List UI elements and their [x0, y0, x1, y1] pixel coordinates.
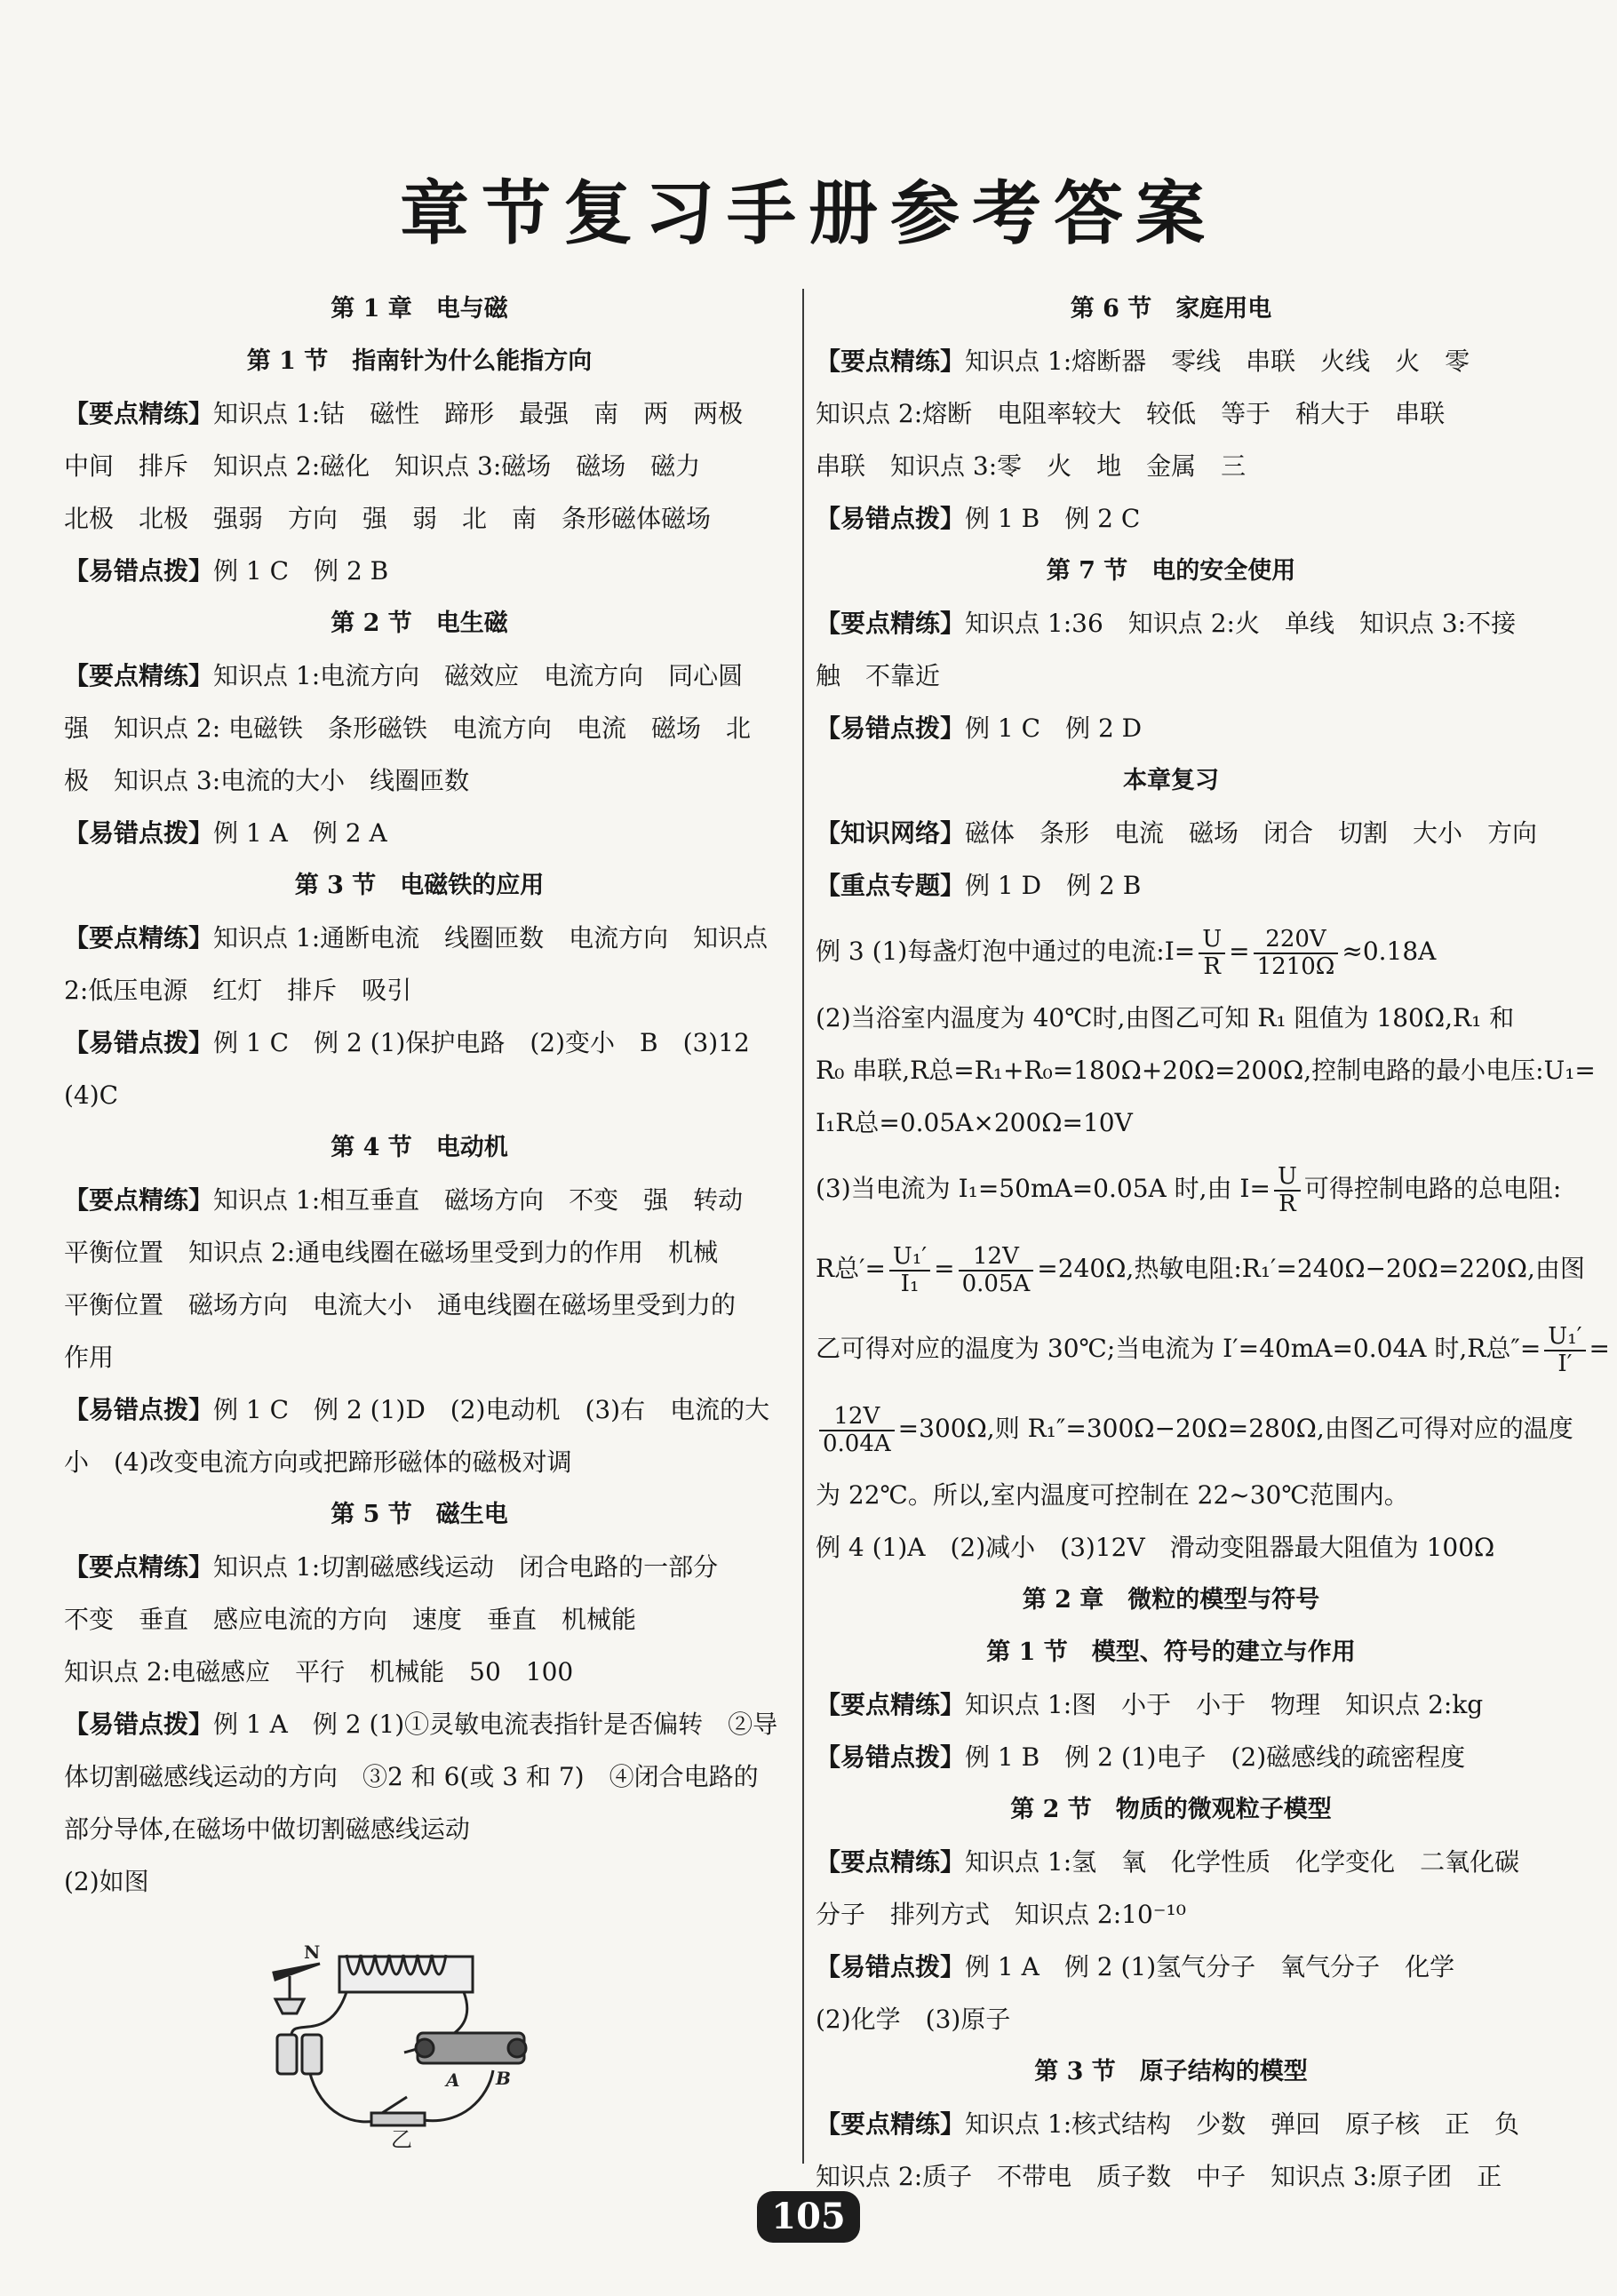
left-column	[64, 283, 778, 1908]
answer-line: 部分导体,在磁场中做切割磁感线运动	[64, 1814, 470, 1844]
answer-text: 例 1 C 例 2 (1)保护电路 (2)变小 B (3)12	[213, 1028, 750, 1057]
answer-tag: 【易错点拨】	[816, 714, 966, 743]
section-heading: 第 6 节 家庭用电	[1070, 295, 1272, 323]
galvanometer-left	[277, 2035, 297, 2074]
answer-line	[64, 1383, 775, 1436]
circuit-figure	[258, 1937, 551, 2150]
answer-line: (2)如图	[64, 1867, 149, 1896]
answer-tag: 【要点精练】	[64, 1552, 214, 1582]
answer-tag: 【易错点拨】	[64, 818, 214, 848]
ex3-line: 例 3 (1)每盏灯泡中通过的电流:I= $\frac{U}{R}$ = $\frac{220V}{1210\Omega}$ ≈0.18A	[816, 925, 1437, 980]
figure-caption: 乙	[391, 2127, 412, 2152]
answer-line	[64, 1016, 775, 1069]
answer-text: 例 1 B 例 2 C	[965, 504, 1141, 533]
answer-tag: 【知识网络】	[816, 818, 966, 848]
answer-line: 知识点 2:电磁感应 平行 机械能 50 100	[64, 1657, 574, 1686]
answer-line: 中间 排斥 知识点 2:磁化 知识点 3:磁场 磁场 磁力	[64, 451, 701, 481]
answer-line	[816, 597, 1526, 650]
answer-tag: 【易错点拨】	[816, 504, 966, 533]
label-a: A	[446, 2069, 460, 2091]
section-heading: 第 5 节 磁生电	[331, 1501, 508, 1528]
answer-line: (2)当浴室内温度为 40℃时,由图乙可知 R₁ 阻值为 180Ω,R₁ 和	[816, 1003, 1515, 1032]
answer-line: (4)C	[64, 1080, 119, 1110]
switch	[371, 2113, 425, 2125]
answer-line: (2)化学 (3)原子	[816, 2005, 1011, 2034]
answer-line	[816, 1731, 1526, 1783]
answer-line	[64, 912, 775, 964]
answer-line	[64, 545, 775, 597]
answer-line: R₀ 串联,R总=R₁+R₀=180Ω+20Ω=200Ω,控制电路的最小电压:U₁=	[816, 1056, 1596, 1085]
section-heading: 第 4 节 电动机	[331, 1134, 508, 1161]
answer-line	[64, 1174, 775, 1226]
answer-line: 极 知识点 3:电流的大小 线圈匝数	[64, 766, 470, 795]
answer-tag: 【易错点拨】	[64, 1710, 214, 1739]
ex3b-line: (3)当电流为 I₁=50mA=0.05A 时,由 I= $\frac{U}{R}$ 可得控制电路的总电阻:	[816, 1162, 1562, 1217]
section-heading: 第 2 章 微粒的模型与符号	[1022, 1586, 1320, 1614]
answer-tag: 【要点精练】	[64, 1185, 214, 1215]
answer-line: 知识点 2:熔断 电阻率较大 较低 等于 稍大于 串联	[816, 399, 1446, 428]
answer-text: 知识点 1:切割磁感线运动 闭合电路的一部分	[213, 1552, 719, 1582]
answer-text: 知识点 1:电流方向 磁效应 电流方向 同心圆	[213, 661, 744, 690]
answer-text: 例 1 A 例 2 A	[213, 818, 387, 848]
answer-line	[64, 387, 775, 440]
answer-tag: 【易错点拨】	[64, 1028, 214, 1057]
answer-tag: 【要点精练】	[64, 923, 214, 953]
answer-line: 为 22℃。所以,室内温度可控制在 22~30℃范围内。	[816, 1480, 1409, 1510]
answer-text: 知识点 1:氢 氧 化学性质 化学变化 二氧化碳	[965, 1847, 1520, 1877]
answer-line: 触 不靠近	[816, 661, 941, 690]
answer-line: 分子 排列方式 知识点 2:10⁻¹⁰	[816, 1900, 1187, 1929]
answer-tag: 【要点精练】	[816, 347, 966, 376]
answer-line: I₁R总=0.05A×200Ω=10V	[816, 1108, 1133, 1137]
answer-text: 知识点 1:熔断器 零线 串联 火线 火 零	[965, 347, 1470, 376]
answer-line	[816, 335, 1526, 387]
column-divider	[802, 289, 804, 2164]
answer-line: 平衡位置 知识点 2:通电线圈在磁场里受到力的作用 机械	[64, 1238, 719, 1267]
answer-text: 例 1 C 例 2 (1)D (2)电动机 (3)右 电流的大	[213, 1395, 770, 1424]
answer-line	[816, 1941, 1526, 1993]
answer-line: 平衡位置 磁场方向 电流大小 通电线圈在磁场里受到力的	[64, 1290, 737, 1319]
answer-line	[816, 807, 1538, 859]
compass-needle	[274, 1964, 320, 1980]
section-heading: 第 1 节 模型、符号的建立与作用	[986, 1638, 1356, 1666]
answer-tag: 【易错点拨】	[816, 1952, 966, 1981]
ex3e-line: $\frac{12V}{0.04A}$ =300Ω,则 R₁″=300Ω−20Ω=280Ω,由图乙可得对应的温度	[816, 1389, 1526, 1469]
answer-line	[816, 1836, 1526, 1888]
answer-line	[816, 1678, 1526, 1731]
answer-line	[64, 1698, 778, 1750]
answer-tag: 【要点精练】	[64, 661, 214, 690]
section-heading: 第 1 节 指南针为什么能指方向	[246, 347, 593, 375]
section-heading: 本章复习	[1123, 767, 1219, 794]
answer-text: 知识点 1:通断电流 线圈匝数 电流方向 知识点	[213, 923, 769, 953]
page-number: 105	[757, 2191, 860, 2243]
answer-line: 体切割磁感线运动的方向 ③2 和 6(或 3 和 7) ④闭合电路的	[64, 1762, 759, 1791]
answer-text: 例 1 A 例 2 (1)①灵敏电流表指针是否偏转 ②导	[213, 1710, 778, 1739]
answer-line: 知识点 2:质子 不带电 质子数 中子 知识点 3:原子团 正	[816, 2162, 1502, 2191]
section-heading: 第 1 章 电与磁	[331, 295, 508, 323]
answer-tag: 【易错点拨】	[64, 1395, 214, 1424]
answer-text: 例 1 C 例 2 B	[213, 556, 389, 586]
answer-line: 例 4 (1)A (2)减小 (3)12V 滑动变阻器最大阻值为 100Ω	[816, 1533, 1495, 1562]
answer-line	[64, 807, 775, 859]
answer-tag: 【重点专题】	[816, 871, 966, 900]
section-heading: 第 7 节 电的安全使用	[1046, 557, 1296, 585]
answer-tag: 【要点精练】	[816, 1847, 966, 1877]
answer-line: 强 知识点 2: 电磁铁 条形磁铁 电流方向 电流 磁场 北	[64, 714, 752, 743]
answer-line	[816, 859, 1526, 912]
answer-line	[816, 2098, 1526, 2150]
answer-text: 知识点 1:核式结构 少数 弹回 原子核 正 负	[965, 2109, 1520, 2139]
answer-line	[64, 1541, 775, 1593]
section-heading: 第 3 节 原子结构的模型	[1034, 2058, 1308, 2085]
answer-line	[816, 492, 1526, 545]
section-heading: 第 2 节 物质的微观粒子模型	[1010, 1796, 1332, 1823]
answer-text: 知识点 1:36 知识点 2:火 单线 知识点 3:不接	[965, 609, 1517, 638]
galvanometer-right	[302, 2035, 322, 2074]
answer-line: 2:低压电源 红灯 排斥 吸引	[64, 976, 412, 1005]
answer-tag: 【要点精练】	[816, 1690, 966, 1719]
answer-line: 作用	[64, 1343, 115, 1372]
answer-text: 例 1 C 例 2 D	[965, 714, 1143, 743]
answer-text: 例 1 D 例 2 B	[965, 871, 1142, 900]
answer-tag: 【要点精练】	[816, 609, 966, 638]
label-b: B	[496, 2068, 511, 2089]
answer-text: 知识点 1:图 小于 小于 物理 知识点 2:kg	[965, 1690, 1484, 1719]
ex3d-line: 乙可得对应的温度为 30℃;当电流为 I′=40mA=0.04A 时,R总″= $\frac{\text{U₁′}}{I'}$ =	[816, 1322, 1611, 1377]
answer-text: 知识点 1:钴 磁性 蹄形 最强 南 两 两极	[213, 399, 744, 428]
answer-text: 例 1 B 例 2 (1)电子 (2)磁感线的疏密程度	[965, 1742, 1466, 1772]
section-heading: 第 2 节 电生磁	[331, 610, 508, 637]
page-title: 章节复习手册参考答案	[399, 173, 1217, 254]
answer-line: 串联 知识点 3:零 火 地 金属 三	[816, 451, 1247, 481]
ex3c-line: R总′= $\frac{\text{U₁′}}{\text{I₁}}$ = $\frac{12V}{0.05A}$ =240Ω,热敏电阻:R₁′=240Ω−20Ω=220Ω,由图	[816, 1242, 1585, 1297]
right-column	[816, 283, 1611, 2203]
section-heading: 第 3 节 电磁铁的应用	[294, 872, 545, 899]
answer-line: 小 (4)改变电流方向或把蹄形磁体的磁极对调	[64, 1447, 572, 1477]
answer-tag: 【易错点拨】	[64, 556, 214, 586]
answer-tag: 【要点精练】	[816, 2109, 966, 2139]
answer-tag: 【要点精练】	[64, 399, 214, 428]
answer-text: 知识点 1:相互垂直 磁场方向 不变 强 转动	[213, 1185, 744, 1215]
answer-line: 不变 垂直 感应电流的方向 速度 垂直 机械能	[64, 1605, 637, 1634]
answer-line: 北极 北极 强弱 方向 强 弱 北 南 条形磁体磁场	[64, 504, 712, 533]
answer-line	[64, 650, 775, 702]
answer-tag: 【易错点拨】	[816, 1742, 966, 1772]
answer-text: 磁体 条形 电流 磁场 闭合 切割 大小 方向	[965, 818, 1538, 848]
label-n: N	[304, 1941, 321, 1963]
answer-line	[816, 702, 1526, 754]
answer-text: 例 1 A 例 2 (1)氢气分子 氧气分子 化学	[965, 1952, 1455, 1981]
